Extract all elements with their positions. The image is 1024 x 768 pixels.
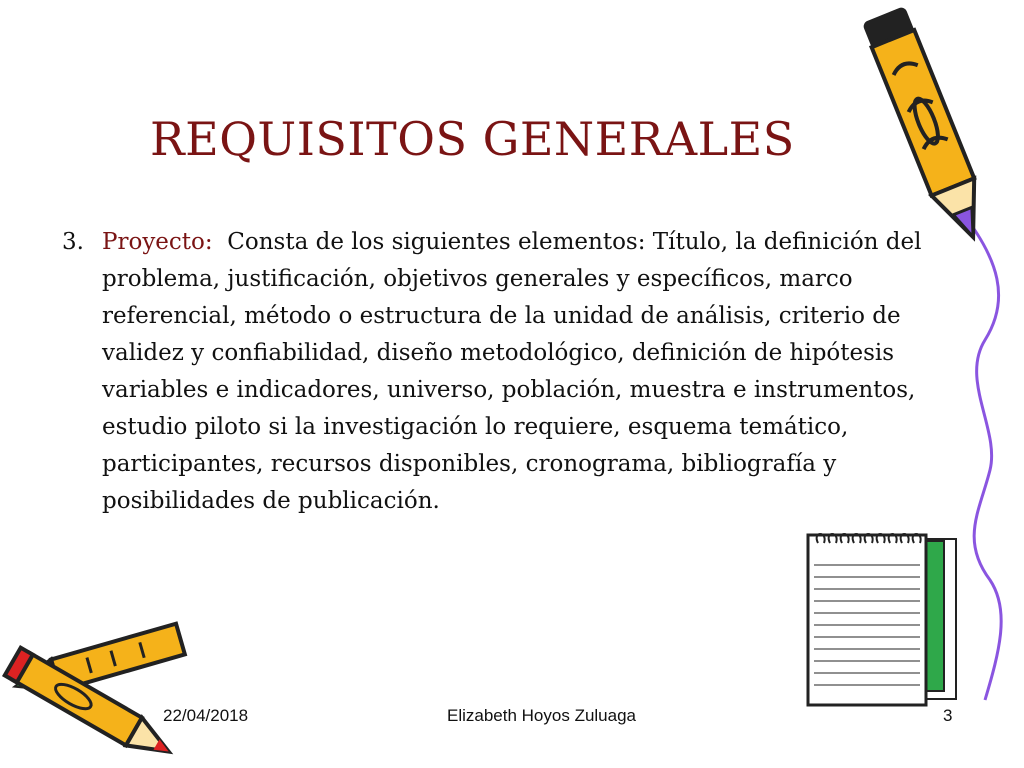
footer-date: 22/04/2018 [163,706,249,725]
list-item-number: 3. [62,229,84,255]
item-description: Consta de los siguientes elementos: Título, la definición del problema, justificación, objetivos generales y específicos, marco referencial, método o estructura de la unidad de análisis, criterio de validez y confiabilidad, diseño metodológico, definición de hipótesis variables e indicadores, universo, población, muestra e instrumentos, estudio piloto si la investigación lo requiere, esquema temático, participantes, recursos disponibles, cronograma, bibliografía y posibilidades de publicación. [102,229,922,514]
slide-title: REQUISITOS GENERALES [150,112,795,166]
item-keyword: Proyecto: [102,229,213,255]
crossed-pencils-icon [0,625,210,755]
footer-author: Elizabeth Hoyos Zuluaga [447,706,637,725]
footer-page-number: 3 [943,706,953,725]
content-list [62,224,942,520]
pencil-icon [860,5,1000,255]
list-item [102,224,942,520]
notebook-icon [800,525,970,705]
